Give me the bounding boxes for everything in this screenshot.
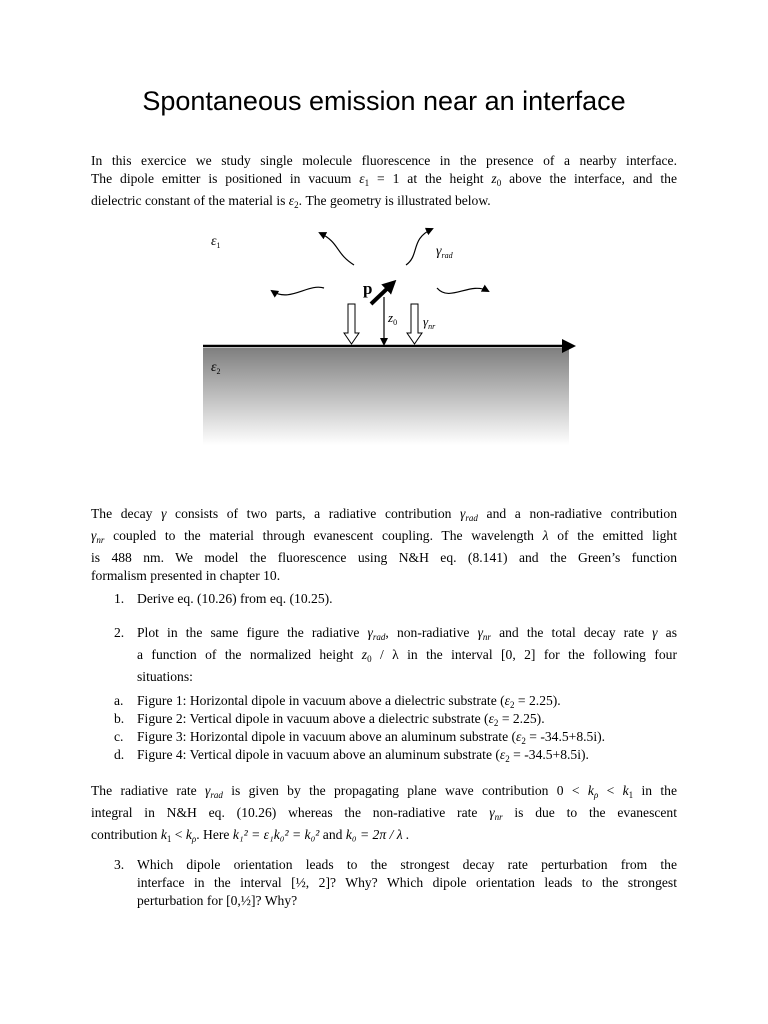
question-1-text: Derive eq. (10.26) from eq. (10.25). [137,591,333,606]
figure-list [114,692,677,764]
list-item: c. Figure 3: Horizontal dipole in vacuum above an aluminum substrate $(\varepsilon_2 = -34.5+8.5i)$. [114,729,606,746]
substrate [203,348,569,445]
radiative-line-1: The radiative rate $\gamma_{rad}$ is given by the propagating plane wave contribution $0 < k_\rho < k_1$ in the [91,783,677,800]
gamma-nr-label: $\gamma_{nr}$ [423,314,436,331]
question-1-number: 1. [114,591,125,606]
nonradiative-arrow-left [344,304,359,344]
question-3 [114,856,677,910]
emission-arrow-up-left [320,233,354,265]
decay-paragraph [91,505,677,585]
decay-line-2: $\gamma_{nr}$ coupled to the material through evanescent coupling. The wavelength λ of the emitted light [91,528,677,545]
question-2-line-3: situations: [137,669,193,684]
question-3-line-2: interface in the interval [½, 2]? Why? Which dipole orientation leads to the strongest [137,875,677,890]
list-item: d. Figure 4: Vertical dipole in vacuum above an aluminum substrate $(\varepsilon_2 = -34.5+8.5i)$. [114,747,589,764]
emission-arrow-up-right [406,229,432,265]
equation-k0: k₀ = 2π / λ . [345,827,410,842]
question-3-line-3: perturbation for [0,½]? Why? [137,893,298,908]
decay-line-4: formalism presented in chapter 10. [91,568,281,583]
list-item: a. Figure 1: Horizontal dipole in vacuum above a dielectric substrate $(\varepsilon_2 = 2.25)$. [114,693,561,710]
z0-label: $z_0$ [388,310,398,327]
question-2-line-1: Plot in the same figure the radiative $\gamma_{rad}$, non-radiative $\gamma_{nr}$ and the total decay rate γ as [137,625,677,642]
radiative-line-2: integral in N&H eq. (10.26) whereas the non-radiative rate $\gamma_{nr}$ is due to the evanescent [91,805,677,822]
question-3-number: 3. [114,857,125,872]
decay-line-1: The decay γ consists of two parts, a radiative contribution $\gamma_{rad}$ and a non-radiative contribution [91,506,677,523]
dipole-label: p [363,279,373,298]
decay-line-3: is 488 nm. We model the fluorescence using N&H eq. (8.141) and the Green’s function [91,550,677,565]
question-3-line-1: Which dipole orientation leads to the strongest decay rate perturbation from the [137,857,677,872]
eps2-label: $\varepsilon_2$ [211,360,221,376]
question-2 [114,624,677,686]
question-1 [114,590,677,608]
intro-line-2: The dipole emitter is positioned in vacuum $\varepsilon_1 = 1$ at the height $z_0$ above the interface, and the [91,171,677,188]
intro-line-3: dielectric constant of the material is $\varepsilon_2$. The geometry is illustrated below. [91,193,491,210]
question-2-line-2: a function of the normalized height $z_0$ / λ in the interval [0, 2] for the following four [137,647,677,664]
intro-paragraph [91,152,677,214]
intro-line-1: In this exercice we study single molecule fluorescence in the presence of a nearby interface. [91,153,677,168]
equation-wavevector: k₁² = ε₁k₀² = k₀² [232,827,320,842]
emission-arrow-left [272,287,324,295]
page-title: Spontaneous emission near an interface [142,86,626,116]
emission-arrow-right [437,288,488,293]
list-item: b. Figure 2: Vertical dipole in vacuum above a dielectric substrate $(\varepsilon_2 = 2.25)$. [114,711,545,728]
radiative-paragraph [91,782,677,848]
eps1-label: $\varepsilon_1$ [211,234,221,250]
gamma-rad-label: $\gamma_{rad}$ [436,244,453,260]
geometry-figure [0,215,768,515]
radiative-line-3: contribution $k_1 < k_\rho$. Here k₁² = ε₁k₀² = k₀² and k₀ = 2π / λ . [91,827,410,844]
question-2-number: 2. [114,625,125,640]
dipole-arrow [371,284,392,304]
nonradiative-arrow-right [407,304,422,344]
